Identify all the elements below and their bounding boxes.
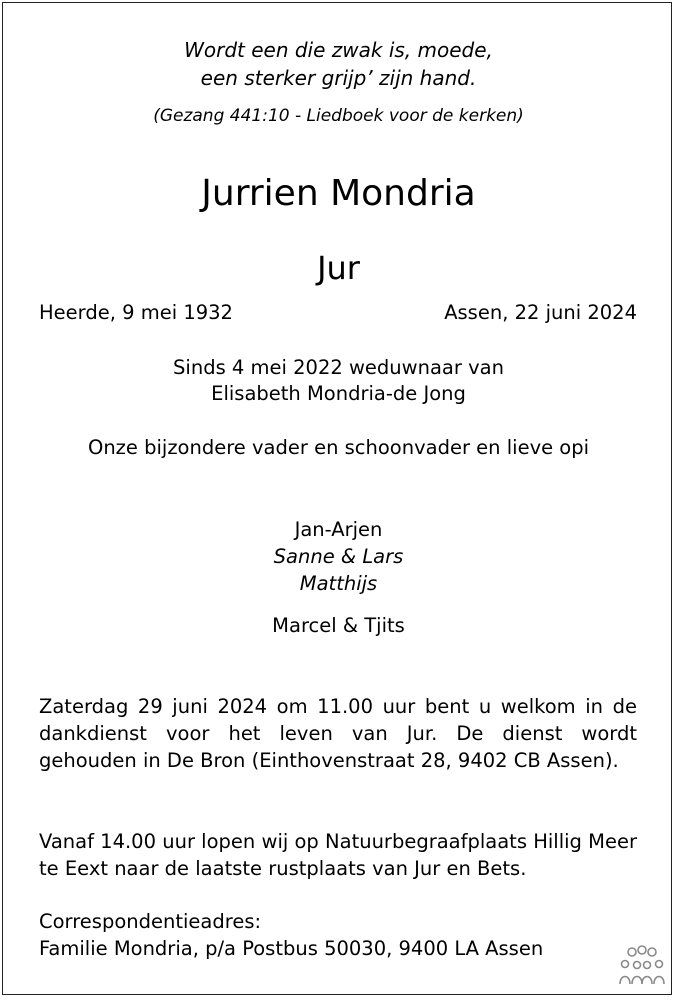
burial-paragraph: Vanaf 14.00 uur lopen wij op Natuurbegraafplaats Hillig Meer te Eext naar de laatste rustplaats van Jur en Bets. [39,830,637,880]
family-member: Matthijs [299,572,378,595]
widower-line-2: Elisabeth Mondria-de Jong [211,382,466,405]
relation-text: Onze bijzondere vader en schoonvader en lieve opi [87,436,590,459]
death-place-date: Assen, 22 juni 2024 [444,301,637,324]
deceased-nickname: Jur [317,249,360,287]
birth-place-date: Heerde, 9 mei 1932 [39,301,233,324]
service-paragraph: Zaterdag 29 juni 2024 om 11.00 uur bent u welkom in de dankdienst voor het leven van Jur. De dienst wordt gehouden in De Bron (Einthovenstraat 28, 9402 CB Assen). [39,695,637,772]
family-people-icon [617,944,667,988]
quote-source: (Gezang 441:10 - Liedboek voor de kerken) [153,106,524,126]
quote-line-2: een sterker grijp’ zijn hand. [200,66,477,90]
quote-line-1: Wordt een die zwak is, moede, [184,38,493,62]
widower-line-1: Sinds 4 mei 2022 weduwnaar van [173,356,504,379]
family-member: Sanne & Lars [273,545,404,568]
family-member: Marcel & Tjits [272,614,405,637]
correspondence-label: Correspondentieadres: [39,910,262,933]
correspondence-address: Familie Mondria, p/a Postbus 50030, 9400 LA Assen [39,937,544,960]
deceased-name: Jurrien Mondria [201,173,476,214]
family-member: Jan-Arjen [294,518,383,541]
